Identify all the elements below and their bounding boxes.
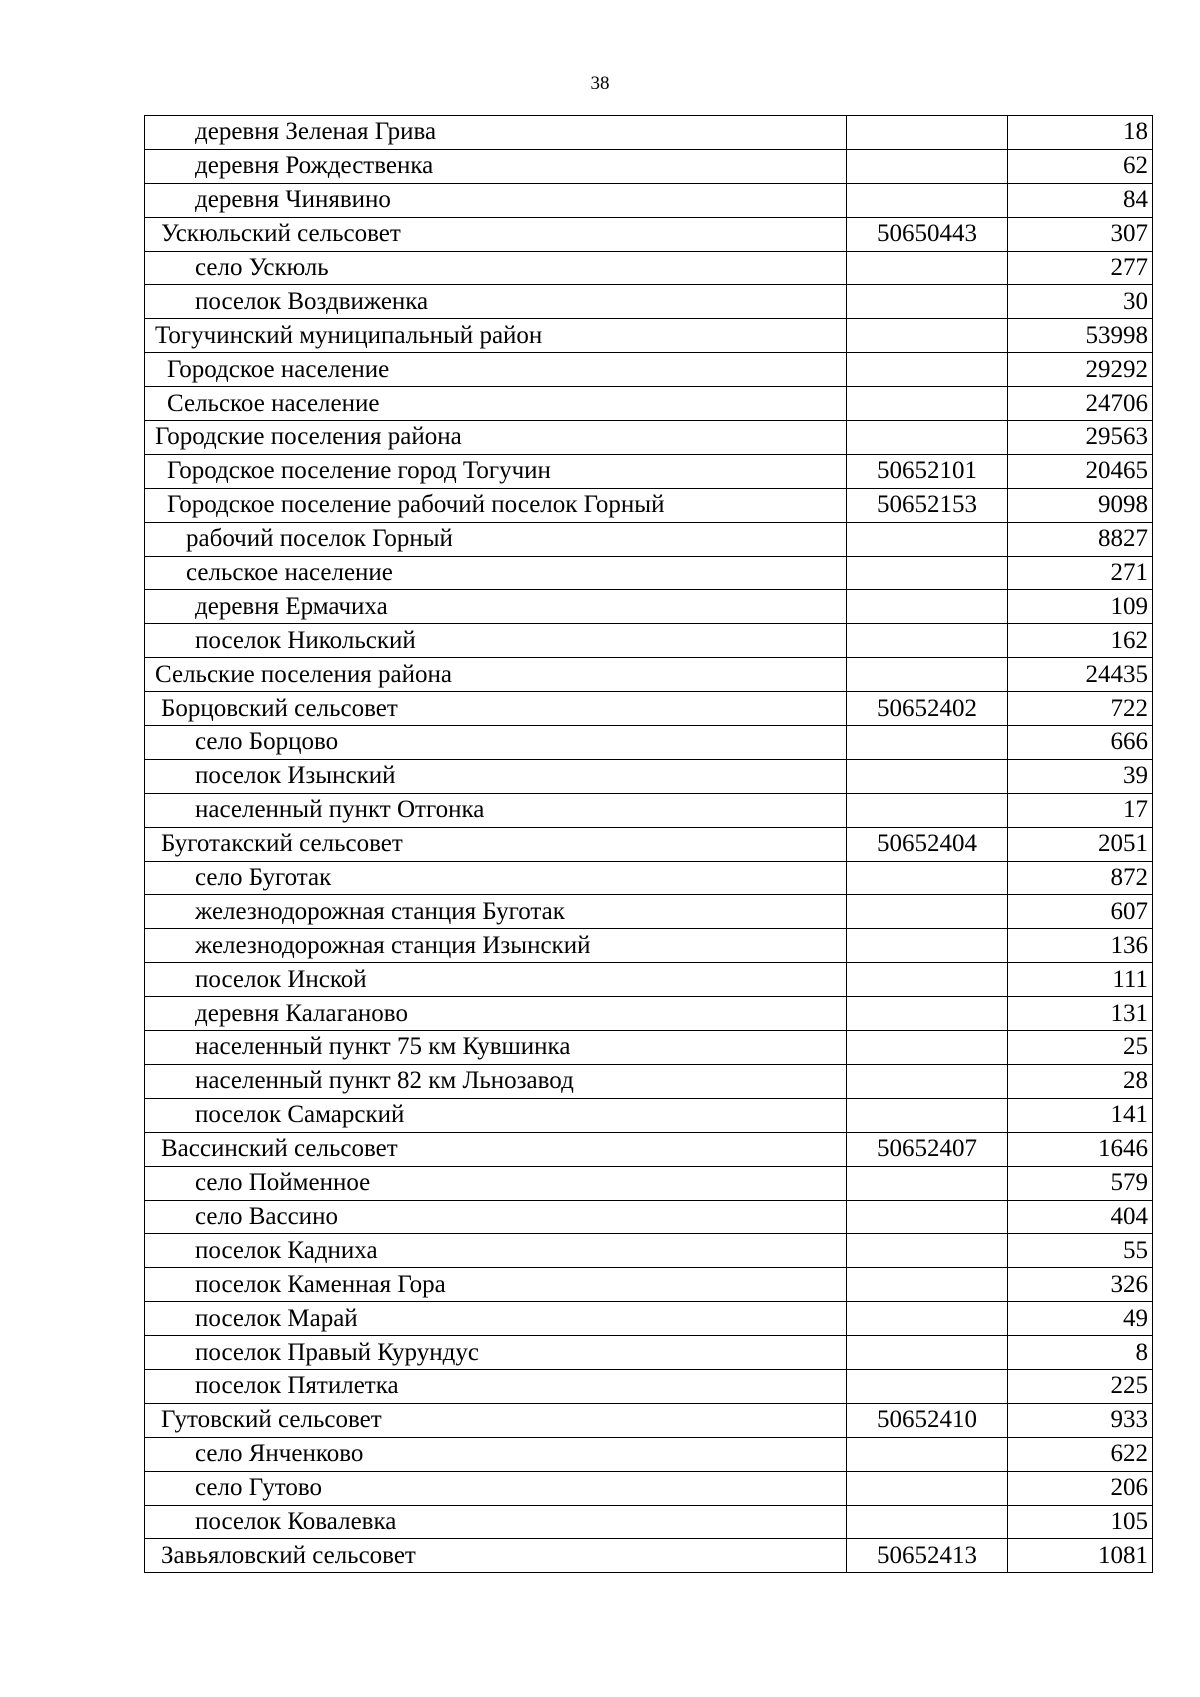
settlement-name-cell: деревня Рождественка — [145, 149, 847, 183]
settlement-name-cell: населенный пункт Отгонка — [145, 793, 847, 827]
population-cell: 30 — [1008, 285, 1153, 319]
oktmo-code-cell — [847, 1369, 1008, 1403]
settlement-name-cell: Вассинский сельсовет — [145, 1132, 847, 1166]
table-row — [145, 488, 1153, 522]
settlement-name-cell: Сельское население — [145, 387, 847, 421]
oktmo-code-cell — [847, 793, 1008, 827]
settlement-name-cell: поселок Инской — [145, 963, 847, 997]
settlement-name-cell: поселок Каменная Гора — [145, 1268, 847, 1302]
population-cell: 18 — [1008, 116, 1153, 150]
population-cell: 162 — [1008, 624, 1153, 658]
table-row — [145, 1200, 1153, 1234]
oktmo-code-cell — [847, 116, 1008, 150]
table-row — [145, 1369, 1153, 1403]
population-cell: 84 — [1008, 183, 1153, 217]
population-cell: 136 — [1008, 929, 1153, 963]
settlement-name-cell: поселок Самарский — [145, 1098, 847, 1132]
oktmo-code-cell — [847, 149, 1008, 183]
oktmo-code-cell: 50652410 — [847, 1403, 1008, 1437]
population-cell: 17 — [1008, 793, 1153, 827]
oktmo-code-cell — [847, 1098, 1008, 1132]
population-cell: 20465 — [1008, 454, 1153, 488]
oktmo-code-cell — [847, 421, 1008, 455]
table-row — [145, 658, 1153, 692]
population-cell: 109 — [1008, 590, 1153, 624]
oktmo-code-cell — [847, 556, 1008, 590]
settlement-name-cell: сельское население — [145, 556, 847, 590]
oktmo-code-cell — [847, 183, 1008, 217]
oktmo-code-cell — [847, 285, 1008, 319]
table-row — [145, 861, 1153, 895]
settlement-name-cell: поселок Ковалевка — [145, 1505, 847, 1539]
settlement-name-cell: село Янченково — [145, 1437, 847, 1471]
oktmo-code-cell: 50652153 — [847, 488, 1008, 522]
table-row — [145, 285, 1153, 319]
table-row — [145, 1437, 1153, 1471]
population-cell: 225 — [1008, 1369, 1153, 1403]
table-row — [145, 1505, 1153, 1539]
oktmo-code-cell — [847, 590, 1008, 624]
table-row — [145, 454, 1153, 488]
settlement-name-cell: поселок Никольский — [145, 624, 847, 658]
oktmo-code-cell: 50652404 — [847, 827, 1008, 861]
table-row — [145, 1539, 1153, 1573]
population-cell: 933 — [1008, 1403, 1153, 1437]
settlement-name-cell: Борцовский сельсовет — [145, 692, 847, 726]
table-row — [145, 421, 1153, 455]
table-row — [145, 251, 1153, 285]
population-cell: 277 — [1008, 251, 1153, 285]
table-row — [145, 1403, 1153, 1437]
population-cell: 55 — [1008, 1234, 1153, 1268]
settlement-name-cell: населенный пункт 75 км Кувшинка — [145, 1031, 847, 1065]
population-cell: 39 — [1008, 759, 1153, 793]
oktmo-code-cell — [847, 624, 1008, 658]
settlement-name-cell: железнодорожная станция Изынский — [145, 929, 847, 963]
page-number: 38 — [590, 73, 610, 94]
table-row — [145, 1098, 1153, 1132]
table-row — [145, 1064, 1153, 1098]
table-row — [145, 1336, 1153, 1370]
population-cell: 607 — [1008, 895, 1153, 929]
settlement-name-cell: рабочий поселок Горный — [145, 522, 847, 556]
table-row — [145, 1132, 1153, 1166]
population-cell: 404 — [1008, 1200, 1153, 1234]
settlement-name-cell: поселок Пятилетка — [145, 1369, 847, 1403]
settlement-name-cell: Городское поселение город Тогучин — [145, 454, 847, 488]
population-table — [144, 115, 1153, 1573]
settlement-name-cell: поселок Изынский — [145, 759, 847, 793]
oktmo-code-cell — [847, 1302, 1008, 1336]
oktmo-code-cell — [847, 353, 1008, 387]
table-row — [145, 556, 1153, 590]
settlement-name-cell: Городское поселение рабочий поселок Горный — [145, 488, 847, 522]
oktmo-code-cell — [847, 387, 1008, 421]
oktmo-code-cell — [847, 1166, 1008, 1200]
population-cell: 29292 — [1008, 353, 1153, 387]
table-row — [145, 522, 1153, 556]
population-cell: 8827 — [1008, 522, 1153, 556]
settlement-name-cell: поселок Марай — [145, 1302, 847, 1336]
oktmo-code-cell — [847, 1471, 1008, 1505]
population-cell: 1646 — [1008, 1132, 1153, 1166]
settlement-name-cell: Тогучинский муниципальный район — [145, 319, 847, 353]
table-row — [145, 116, 1153, 150]
oktmo-code-cell — [847, 1505, 1008, 1539]
table-row — [145, 963, 1153, 997]
oktmo-code-cell — [847, 658, 1008, 692]
oktmo-code-cell — [847, 997, 1008, 1031]
table-row — [145, 183, 1153, 217]
population-cell: 141 — [1008, 1098, 1153, 1132]
population-cell: 105 — [1008, 1505, 1153, 1539]
oktmo-code-cell: 50650443 — [847, 217, 1008, 251]
oktmo-code-cell — [847, 1234, 1008, 1268]
population-cell: 326 — [1008, 1268, 1153, 1302]
settlement-name-cell: село Пойменное — [145, 1166, 847, 1200]
settlement-name-cell: Буготакский сельсовет — [145, 827, 847, 861]
table-row — [145, 387, 1153, 421]
table-row — [145, 624, 1153, 658]
settlement-name-cell: Завьяловский сельсовет — [145, 1539, 847, 1573]
oktmo-code-cell — [847, 319, 1008, 353]
oktmo-code-cell — [847, 929, 1008, 963]
table-row — [145, 319, 1153, 353]
settlement-name-cell: деревня Чинявино — [145, 183, 847, 217]
settlement-name-cell: населенный пункт 82 км Льнозавод — [145, 1064, 847, 1098]
population-cell: 131 — [1008, 997, 1153, 1031]
settlement-name-cell: село Буготак — [145, 861, 847, 895]
oktmo-code-cell — [847, 1064, 1008, 1098]
oktmo-code-cell — [847, 895, 1008, 929]
oktmo-code-cell — [847, 861, 1008, 895]
settlement-name-cell: деревня Ермачиха — [145, 590, 847, 624]
settlement-name-cell: поселок Кадниха — [145, 1234, 847, 1268]
settlement-name-cell: поселок Воздвиженка — [145, 285, 847, 319]
population-cell: 62 — [1008, 149, 1153, 183]
population-table-body — [145, 116, 1153, 1573]
oktmo-code-cell — [847, 1336, 1008, 1370]
population-cell: 872 — [1008, 861, 1153, 895]
settlement-name-cell: Ускюльский сельсовет — [145, 217, 847, 251]
population-cell: 1081 — [1008, 1539, 1153, 1573]
population-cell: 8 — [1008, 1336, 1153, 1370]
oktmo-code-cell — [847, 251, 1008, 285]
table-row — [145, 895, 1153, 929]
table-row — [145, 997, 1153, 1031]
table-row — [145, 759, 1153, 793]
population-cell: 307 — [1008, 217, 1153, 251]
population-cell: 29563 — [1008, 421, 1153, 455]
oktmo-code-cell: 50652407 — [847, 1132, 1008, 1166]
population-cell: 9098 — [1008, 488, 1153, 522]
oktmo-code-cell — [847, 963, 1008, 997]
table-row — [145, 1031, 1153, 1065]
table-row — [145, 1234, 1153, 1268]
population-cell: 28 — [1008, 1064, 1153, 1098]
oktmo-code-cell — [847, 1437, 1008, 1471]
table-row — [145, 1268, 1153, 1302]
population-cell: 2051 — [1008, 827, 1153, 861]
population-cell: 53998 — [1008, 319, 1153, 353]
table-row — [145, 353, 1153, 387]
settlement-name-cell: Сельские поселения района — [145, 658, 847, 692]
table-row — [145, 1166, 1153, 1200]
oktmo-code-cell — [847, 1268, 1008, 1302]
settlement-name-cell: деревня Зеленая Грива — [145, 116, 847, 150]
oktmo-code-cell: 50652402 — [847, 692, 1008, 726]
settlement-name-cell: железнодорожная станция Буготак — [145, 895, 847, 929]
table-row — [145, 692, 1153, 726]
settlement-name-cell: село Борцово — [145, 726, 847, 760]
table-row — [145, 217, 1153, 251]
population-cell: 622 — [1008, 1437, 1153, 1471]
settlement-name-cell: село Ускюль — [145, 251, 847, 285]
table-row — [145, 1471, 1153, 1505]
settlement-name-cell: поселок Правый Курундус — [145, 1336, 847, 1370]
population-cell: 24706 — [1008, 387, 1153, 421]
population-cell: 722 — [1008, 692, 1153, 726]
settlement-name-cell: село Вассино — [145, 1200, 847, 1234]
population-cell: 579 — [1008, 1166, 1153, 1200]
population-cell: 206 — [1008, 1471, 1153, 1505]
settlement-name-cell: село Гутово — [145, 1471, 847, 1505]
table-row — [145, 149, 1153, 183]
population-cell: 666 — [1008, 726, 1153, 760]
population-cell: 25 — [1008, 1031, 1153, 1065]
settlement-name-cell: Городские поселения района — [145, 421, 847, 455]
table-row — [145, 793, 1153, 827]
oktmo-code-cell — [847, 1200, 1008, 1234]
table-row — [145, 726, 1153, 760]
population-cell: 24435 — [1008, 658, 1153, 692]
oktmo-code-cell: 50652101 — [847, 454, 1008, 488]
settlement-name-cell: деревня Калаганово — [145, 997, 847, 1031]
population-cell: 49 — [1008, 1302, 1153, 1336]
table-row — [145, 590, 1153, 624]
table-row — [145, 929, 1153, 963]
population-cell: 271 — [1008, 556, 1153, 590]
population-cell: 111 — [1008, 963, 1153, 997]
settlement-name-cell: Гутовский сельсовет — [145, 1403, 847, 1437]
table-row — [145, 1302, 1153, 1336]
oktmo-code-cell — [847, 726, 1008, 760]
oktmo-code-cell: 50652413 — [847, 1539, 1008, 1573]
oktmo-code-cell — [847, 522, 1008, 556]
oktmo-code-cell — [847, 759, 1008, 793]
table-row — [145, 827, 1153, 861]
oktmo-code-cell — [847, 1031, 1008, 1065]
settlement-name-cell: Городское население — [145, 353, 847, 387]
